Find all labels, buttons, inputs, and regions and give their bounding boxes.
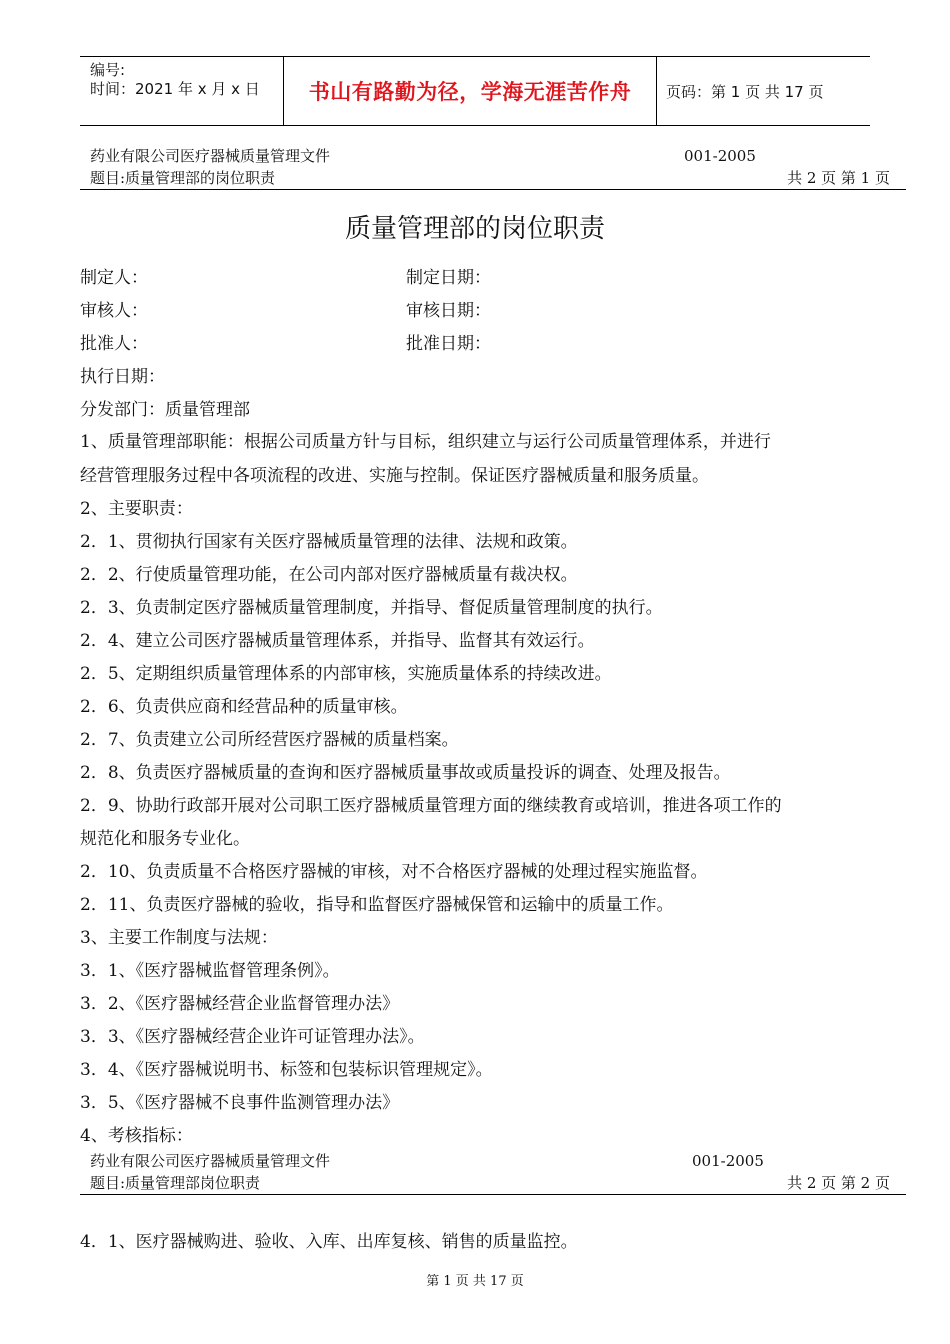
time-label: 时间：2021 年 x 月 x 日 — [90, 80, 260, 98]
section-1-line-2: 经营管理服务过程中各项流程的改进、实施与控制。保证医疗器械质量和服务质量。 — [80, 466, 709, 486]
list-item-continuation: 规范化和服务专业化。 — [80, 829, 250, 849]
section-4-heading: 4、考核指标： — [80, 1126, 193, 1146]
company-doc-title: 药业有限公司医疗器械质量管理文件 — [90, 147, 331, 165]
doc-subject: 题目:质量管理部的岗位职责 — [90, 169, 276, 187]
doc-page-count: 共 2 页 第 2 页 — [787, 1174, 890, 1192]
list-item: 4．1、医疗器械购进、验收、入库、出库复核、销售的质量监控。 — [80, 1232, 578, 1252]
motto: 书山有路勤为径，学海无涯苦作舟 — [283, 57, 657, 125]
list-item: 2．3、负责制定医疗器械质量管理制度，并指导、督促质量管理制度的执行。 — [80, 598, 663, 618]
approve-date-label: 批准日期： — [406, 334, 491, 354]
doc-page-count: 共 2 页 第 1 页 — [787, 169, 890, 187]
list-item: 3．5、《医疗器械不良事件监测管理办法》 — [80, 1093, 400, 1113]
section-1-line-1: 1、质量管理部职能：根据公司质量方针与目标，组织建立与运行公司质量管理体系，并进行 — [80, 432, 771, 452]
exec-date-label: 执行日期： — [80, 367, 165, 387]
list-item: 2．8、负责医疗器械质量的查询和医疗器械质量事故或质量投诉的调查、处理及报告。 — [80, 763, 731, 783]
page-footer: 第 1 页 共 17 页 — [426, 1274, 524, 1289]
doc-code: 001-2005 — [684, 147, 756, 165]
section-2-heading: 2、主要职责： — [80, 499, 193, 519]
list-item: 2．2、行使质量管理功能，在公司内部对医疗器械质量有裁决权。 — [80, 565, 578, 585]
top-header — [80, 56, 870, 126]
reviewer-label: 审核人： — [80, 301, 148, 321]
list-item: 2．9、协助行政部开展对公司职工医疗器械质量管理方面的继续教育或培训，推进各项工作的 — [80, 796, 782, 816]
list-item: 2．7、负责建立公司所经营医疗器械的质量档案。 — [80, 730, 459, 750]
running-header-2 — [80, 1150, 906, 1195]
dept-label: 分发部门：质量管理部 — [80, 400, 250, 420]
list-item: 3．4、《医疗器械说明书、标签和包装标识管理规定》。 — [80, 1060, 493, 1080]
page-title: 质量管理部的岗位职责 — [344, 214, 605, 244]
make-date-label: 制定日期： — [406, 268, 491, 288]
list-item: 2．4、建立公司医疗器械质量管理体系，并指导、监督其有效运行。 — [80, 631, 595, 651]
list-item: 2．6、负责供应商和经营品种的质量审核。 — [80, 697, 408, 717]
header-left — [90, 61, 260, 99]
list-item: 2．10、负责质量不合格医疗器械的审核，对不合格医疗器械的处理过程实施监督。 — [80, 862, 708, 882]
maker-label: 制定人： — [80, 268, 148, 288]
approver-label: 批准人： — [80, 334, 148, 354]
list-item: 2．5、定期组织质量管理体系的内部审核，实施质量体系的持续改进。 — [80, 664, 612, 684]
running-header — [80, 145, 906, 190]
list-item: 2．11、负责医疗器械的验收，指导和监督医疗器械保管和运输中的质量工作。 — [80, 895, 674, 915]
list-item: 3．1、《医疗器械监督管理条例》。 — [80, 961, 340, 981]
section-3-heading: 3、主要工作制度与法规： — [80, 928, 278, 948]
list-item: 3．2、《医疗器械经营企业监督管理办法》 — [80, 994, 400, 1014]
number-label: 编号: — [90, 61, 126, 79]
company-doc-title: 药业有限公司医疗器械质量管理文件 — [90, 1152, 331, 1170]
doc-subject: 题目:质量管理部岗位职责 — [90, 1174, 261, 1192]
list-item: 3．3、《医疗器械经营企业许可证管理办法》。 — [80, 1027, 425, 1047]
review-date-label: 审核日期： — [406, 301, 491, 321]
doc-code: 001-2005 — [692, 1152, 764, 1170]
list-item: 2．1、贯彻执行国家有关医疗器械质量管理的法律、法规和政策。 — [80, 532, 578, 552]
page-info: 页码：第 1 页 共 17 页 — [666, 83, 824, 101]
